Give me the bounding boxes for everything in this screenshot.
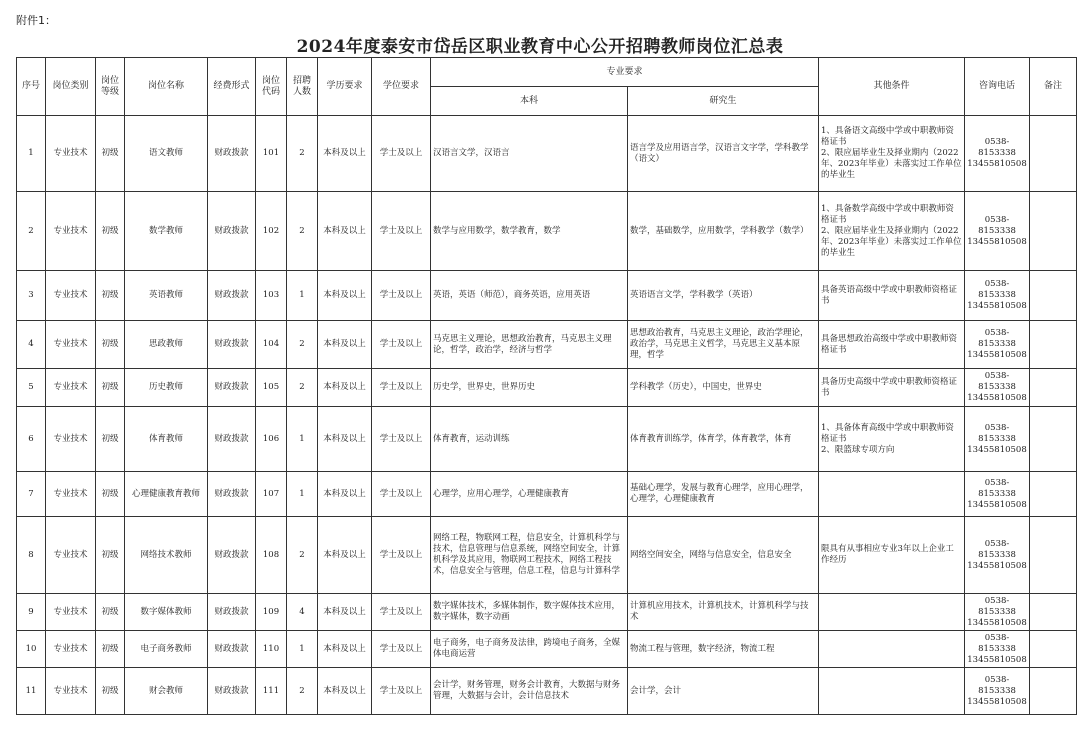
cell-other [819, 668, 965, 715]
cell-education: 本科及以上 [318, 631, 372, 668]
phone-landline: 0538-8153338 [978, 674, 1016, 696]
attachment-label: 附件1： [16, 14, 56, 27]
cell-graduate: 数学，基础数学，应用数学，学科教学（数学） [628, 192, 819, 271]
cell-graduate: 学科教学（历史），中国史，世界史 [628, 369, 819, 407]
table-row [17, 668, 1077, 715]
cell-funding: 财政拨款 [208, 369, 256, 407]
cell-education: 本科及以上 [318, 271, 372, 321]
cell-undergrad: 心理学，应用心理学，心理健康教育 [431, 472, 628, 517]
cell-code: 110 [256, 631, 287, 668]
header-code: 岗位代码 [256, 58, 287, 116]
phone-mobile: 13455810508 [967, 617, 1027, 628]
cell-seq: 8 [17, 517, 46, 594]
cell-count: 2 [287, 321, 318, 369]
cell-other: 具备思想政治高级中学或中职教师资格证书 [819, 321, 965, 369]
cell-undergrad: 体育教育，运动训练 [431, 407, 628, 472]
cell-phone [965, 517, 1030, 594]
header-category: 岗位类别 [46, 58, 96, 116]
cell-graduate: 计算机应用技术，计算机技术，计算机科学与技术 [628, 594, 819, 631]
header-funding: 经费形式 [208, 58, 256, 116]
positions-table [16, 57, 1077, 715]
cell-undergrad: 英语，英语（师范），商务英语，应用英语 [431, 271, 628, 321]
cell-category: 专业技术 [46, 407, 96, 472]
cell-other: 具备历史高级中学或中职教师资格证书 [819, 369, 965, 407]
cell-code: 106 [256, 407, 287, 472]
cell-count: 2 [287, 668, 318, 715]
cell-count: 1 [287, 472, 318, 517]
phone-mobile: 13455810508 [967, 499, 1027, 510]
cell-undergrad: 汉语言文学，汉语言 [431, 116, 628, 192]
cell-level: 初级 [96, 116, 125, 192]
cell-graduate: 思想政治教育，马克思主义理论，政治学理论，政治学，马克思主义哲学，马克思主义基本原理，哲学 [628, 321, 819, 369]
cell-name: 数字媒体教师 [125, 594, 208, 631]
cell-count: 2 [287, 517, 318, 594]
header-row [17, 58, 1077, 87]
phone-mobile: 13455810508 [967, 301, 1027, 311]
cell-degree: 学士及以上 [372, 271, 431, 321]
cell-count: 1 [287, 271, 318, 321]
cell-undergrad: 马克思主义理论，思想政治教育，马克思主义理论，哲学，政治学，经济与哲学 [431, 321, 628, 369]
cell-category: 专业技术 [46, 271, 96, 321]
cell-funding: 财政拨款 [208, 472, 256, 517]
header-phone: 咨询电话 [965, 58, 1030, 116]
cell-phone [965, 369, 1030, 407]
cell-graduate: 会计学，会计 [628, 668, 819, 715]
cell-code: 109 [256, 594, 287, 631]
cell-degree: 学士及以上 [372, 472, 431, 517]
cell-level: 初级 [96, 668, 125, 715]
cell-education: 本科及以上 [318, 517, 372, 594]
table-row [17, 631, 1077, 668]
cell-note [1030, 594, 1077, 631]
cell-graduate: 体育教育训练学，体育学，体育教学，体育 [628, 407, 819, 472]
header-other: 其他条件 [819, 58, 965, 116]
cell-education: 本科及以上 [318, 668, 372, 715]
cell-education: 本科及以上 [318, 369, 372, 407]
cell-note [1030, 192, 1077, 271]
table-row [17, 369, 1077, 407]
header-seq: 序号 [17, 58, 46, 116]
cell-graduate: 基础心理学，发展与教育心理学，应用心理学，心理学，心理健康教育 [628, 472, 819, 517]
cell-other [819, 472, 965, 517]
cell-seq: 4 [17, 321, 46, 369]
header-level: 岗位等级 [96, 58, 125, 116]
cell-phone [965, 407, 1030, 472]
cell-seq: 3 [17, 271, 46, 321]
cell-name: 数学教师 [125, 192, 208, 271]
cell-seq: 9 [17, 594, 46, 631]
header-graduate: 研究生 [628, 87, 819, 116]
cell-education: 本科及以上 [318, 116, 372, 192]
cell-phone [965, 192, 1030, 271]
cell-education: 本科及以上 [318, 192, 372, 271]
cell-degree: 学士及以上 [372, 668, 431, 715]
cell-name: 思政教师 [125, 321, 208, 369]
header-count: 招聘人数 [287, 58, 318, 116]
phone-mobile: 13455810508 [967, 654, 1027, 665]
cell-note [1030, 116, 1077, 192]
cell-phone [965, 271, 1030, 321]
cell-code: 104 [256, 321, 287, 369]
cell-education: 本科及以上 [318, 321, 372, 369]
cell-phone [965, 116, 1030, 192]
cell-count: 2 [287, 192, 318, 271]
cell-graduate: 英语语言文学，学科教学（英语） [628, 271, 819, 321]
cell-note [1030, 321, 1077, 369]
cell-name: 财会教师 [125, 668, 208, 715]
cell-category: 专业技术 [46, 517, 96, 594]
cell-category: 专业技术 [46, 116, 96, 192]
cell-note [1030, 631, 1077, 668]
cell-funding: 财政拨款 [208, 192, 256, 271]
cell-undergrad: 电子商务，电子商务及法律，跨境电子商务，全媒体电商运营 [431, 631, 628, 668]
cell-name: 体育教师 [125, 407, 208, 472]
document-title: 2024年度泰安市岱岳区职业教育中心公开招聘教师岗位汇总表 [296, 37, 784, 57]
table-row [17, 192, 1077, 271]
phone-landline: 0538-8153338 [978, 328, 1016, 349]
cell-note [1030, 668, 1077, 715]
cell-graduate: 物流工程与管理，数字经济，物流工程 [628, 631, 819, 668]
phone-mobile: 13455810508 [967, 393, 1027, 403]
table-row [17, 116, 1077, 192]
table-row [17, 517, 1077, 594]
cell-seq: 1 [17, 116, 46, 192]
cell-note [1030, 271, 1077, 321]
header-name: 岗位名称 [125, 58, 208, 116]
cell-code: 111 [256, 668, 287, 715]
cell-other: 1、具备语文高级中学或中职教师资格证书 2、限应届毕业生及择业期内（2022年、2023年毕业）未落实过工作单位的毕业生 [819, 116, 965, 192]
cell-level: 初级 [96, 407, 125, 472]
cell-phone [965, 668, 1030, 715]
cell-category: 专业技术 [46, 668, 96, 715]
phone-mobile: 13455810508 [967, 560, 1027, 571]
phone-mobile: 13455810508 [967, 696, 1027, 707]
cell-seq: 6 [17, 407, 46, 472]
phone-landline: 0538-8153338 [978, 632, 1016, 654]
cell-seq: 2 [17, 192, 46, 271]
cell-code: 102 [256, 192, 287, 271]
cell-undergrad: 数学与应用数学，数学教育，数学 [431, 192, 628, 271]
cell-graduate: 语言学及应用语言学，汉语言文字学，学科教学（语文） [628, 116, 819, 192]
table-row [17, 271, 1077, 321]
cell-name: 网络技术教师 [125, 517, 208, 594]
table-row [17, 407, 1077, 472]
cell-other: 限具有从事相应专业3年以上企业工作经历 [819, 517, 965, 594]
phone-mobile: 13455810508 [967, 159, 1027, 169]
cell-count: 1 [287, 407, 318, 472]
cell-funding: 财政拨款 [208, 668, 256, 715]
cell-funding: 财政拨款 [208, 407, 256, 472]
cell-count: 4 [287, 594, 318, 631]
cell-seq: 7 [17, 472, 46, 517]
cell-code: 107 [256, 472, 287, 517]
cell-note [1030, 407, 1077, 472]
cell-level: 初级 [96, 271, 125, 321]
cell-code: 101 [256, 116, 287, 192]
cell-funding: 财政拨款 [208, 517, 256, 594]
header-note: 备注 [1030, 58, 1077, 116]
cell-education: 本科及以上 [318, 594, 372, 631]
cell-undergrad: 会计学，财务管理，财务会计教育，大数据与财务管理，大数据与会计，会计信息技术 [431, 668, 628, 715]
cell-name: 英语教师 [125, 271, 208, 321]
cell-count: 1 [287, 631, 318, 668]
cell-count: 2 [287, 369, 318, 407]
cell-note [1030, 369, 1077, 407]
cell-degree: 学士及以上 [372, 116, 431, 192]
cell-name: 电子商务教师 [125, 631, 208, 668]
cell-note [1030, 517, 1077, 594]
cell-level: 初级 [96, 472, 125, 517]
cell-code: 105 [256, 369, 287, 407]
cell-name: 心理健康教育教师 [125, 472, 208, 517]
phone-landline: 0538-8153338 [978, 422, 1016, 444]
cell-phone [965, 472, 1030, 517]
cell-seq: 5 [17, 369, 46, 407]
cell-education: 本科及以上 [318, 407, 372, 472]
phone-landline: 0538-8153338 [978, 279, 1016, 300]
phone-landline: 0538-8153338 [978, 371, 1016, 392]
phone-landline: 0538-8153338 [978, 214, 1016, 236]
phone-landline: 0538-8153338 [978, 538, 1016, 560]
cell-level: 初级 [96, 517, 125, 594]
phone-mobile: 13455810508 [967, 236, 1027, 247]
cell-other [819, 631, 965, 668]
cell-graduate: 网络空间安全，网络与信息安全，信息安全 [628, 517, 819, 594]
cell-note [1030, 472, 1077, 517]
cell-phone [965, 631, 1030, 668]
cell-name: 语文教师 [125, 116, 208, 192]
cell-undergrad: 网络工程，物联网工程，信息安全，计算机科学与技术，信息管理与信息系统，网络空间安全，计算机科学及其应用，物联网工程技术，网络工程技术，信息安全与管理，信息工程，信息与计算科学 [431, 517, 628, 594]
cell-undergrad: 历史学，世界史，世界历史 [431, 369, 628, 407]
cell-education: 本科及以上 [318, 472, 372, 517]
cell-degree: 学士及以上 [372, 407, 431, 472]
cell-degree: 学士及以上 [372, 369, 431, 407]
header-undergrad: 本科 [431, 87, 628, 116]
cell-name: 历史教师 [125, 369, 208, 407]
cell-category: 专业技术 [46, 472, 96, 517]
cell-funding: 财政拨款 [208, 116, 256, 192]
cell-level: 初级 [96, 631, 125, 668]
cell-degree: 学士及以上 [372, 594, 431, 631]
header-major: 专业要求 [431, 58, 819, 87]
phone-landline: 0538-8153338 [978, 477, 1016, 499]
header-degree: 学位要求 [372, 58, 431, 116]
table-row [17, 472, 1077, 517]
cell-funding: 财政拨款 [208, 321, 256, 369]
table-row [17, 594, 1077, 631]
table-row [17, 321, 1077, 369]
phone-mobile: 13455810508 [967, 350, 1027, 360]
cell-code: 103 [256, 271, 287, 321]
phone-mobile: 13455810508 [967, 444, 1027, 455]
cell-other [819, 594, 965, 631]
cell-funding: 财政拨款 [208, 631, 256, 668]
cell-level: 初级 [96, 192, 125, 271]
cell-degree: 学士及以上 [372, 631, 431, 668]
cell-level: 初级 [96, 594, 125, 631]
cell-degree: 学士及以上 [372, 517, 431, 594]
cell-category: 专业技术 [46, 369, 96, 407]
cell-count: 2 [287, 116, 318, 192]
cell-undergrad: 数字媒体技术，多媒体制作，数字媒体技术应用，数字媒体，数字动画 [431, 594, 628, 631]
cell-code: 108 [256, 517, 287, 594]
cell-degree: 学士及以上 [372, 192, 431, 271]
cell-category: 专业技术 [46, 631, 96, 668]
header-education: 学历要求 [318, 58, 372, 116]
cell-funding: 财政拨款 [208, 271, 256, 321]
cell-other: 1、具备数学高级中学或中职教师资格证书 2、限应届毕业生及择业期内（2022年、2023年毕业）未落实过工作单位的毕业生 [819, 192, 965, 271]
phone-landline: 0538-8153338 [978, 137, 1016, 158]
cell-phone [965, 321, 1030, 369]
cell-seq: 11 [17, 668, 46, 715]
cell-funding: 财政拨款 [208, 594, 256, 631]
cell-phone [965, 594, 1030, 631]
cell-seq: 10 [17, 631, 46, 668]
phone-landline: 0538-8153338 [978, 595, 1016, 617]
cell-level: 初级 [96, 369, 125, 407]
cell-other: 具备英语高级中学或中职教师资格证书 [819, 271, 965, 321]
cell-level: 初级 [96, 321, 125, 369]
cell-other: 1、具备体育高级中学或中职教师资格证书 2、限篮球专项方向 [819, 407, 965, 472]
cell-category: 专业技术 [46, 192, 96, 271]
cell-degree: 学士及以上 [372, 321, 431, 369]
cell-category: 专业技术 [46, 321, 96, 369]
cell-category: 专业技术 [46, 594, 96, 631]
